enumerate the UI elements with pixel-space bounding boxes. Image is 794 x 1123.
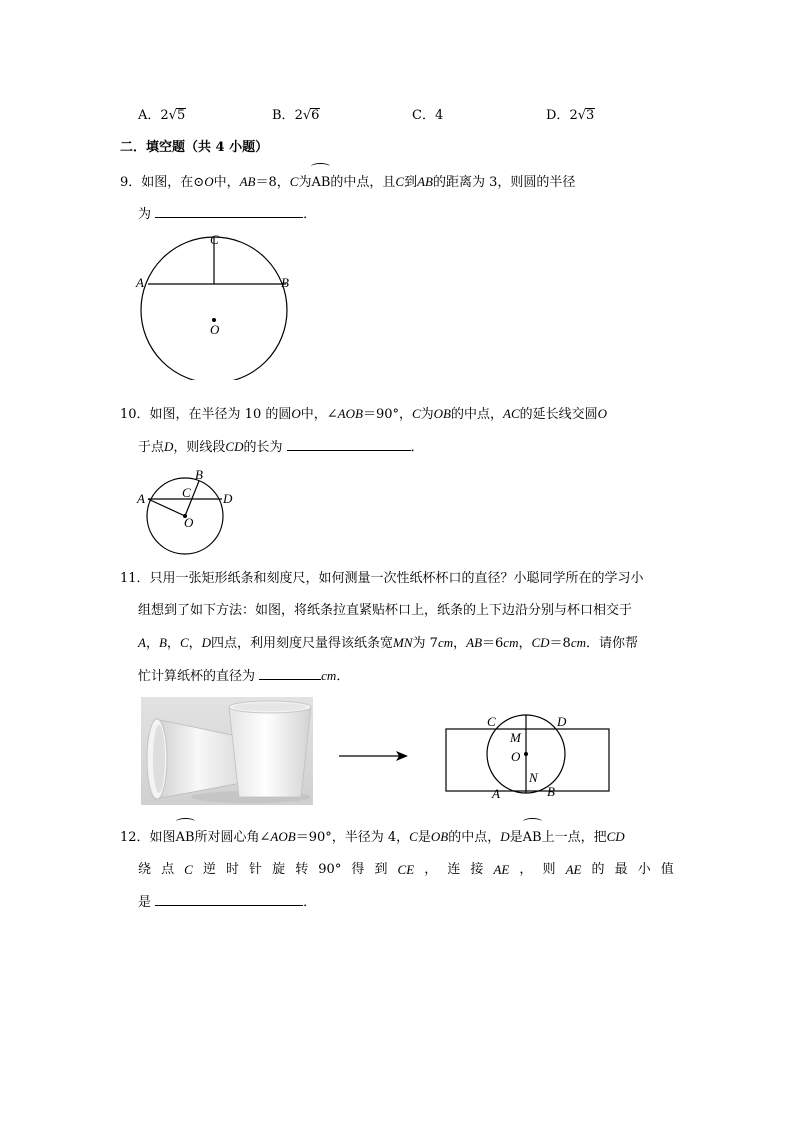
q12-line2-token: CE [397,862,415,877]
q12-line2-token: 接 [470,862,484,877]
q12-line2-token: 转 [295,862,309,877]
q8-option-a: A．2√5 [138,108,186,123]
figure-q9 [130,230,300,380]
label-c: C [210,232,219,247]
q12-line2-token: 值 [660,862,674,877]
q12-line2-token: 连 [447,862,461,877]
q12-line2-token: 最 [614,862,628,877]
figure-q11 [440,708,615,804]
label-d: D [223,491,233,506]
section-title: 二．填空题（共 4 小题） [120,140,269,155]
q8-option-b: B．2√6 [272,108,320,123]
q12-line2-token: 90° [318,862,342,877]
label-a: A [136,275,144,290]
answer-blank-q10[interactable] [287,440,411,451]
label-n: N [529,770,538,785]
q12-line2-token: 时 [225,862,239,877]
q12-line2-token: 到 [374,862,388,877]
q12-line2-token: C [184,862,193,877]
label-b: B [281,275,289,290]
q12-line2-token: AE [493,862,510,877]
question-11: 11．只用一张矩形纸条和刻度尺，如何测量一次性纸杯杯口的直径？小聪同学所在的学习小 组想到了如下方法：如图，将纸条拉直紧贴杯口上，纸条的上下边沿分别与杯口相交于 A，B，C，D四点，利用刻度尺量得该纸条宽MN为 7cm，AB＝6cm，CD＝8cm．请你帮 忙计算纸杯的直径为 cm． [120,571,644,684]
label-o: O [210,322,220,337]
q12-line2-token: 小 [637,862,651,877]
question-12-line2 [120,853,674,886]
figure-q10 [132,466,242,558]
label-m: M [510,730,521,745]
answer-blank-q11[interactable] [259,669,321,680]
q12-line2-token: AE [565,862,582,877]
label-b: B [547,784,555,799]
q8-option-d: D．2√3 [546,108,595,123]
question-12: 12．如图AB所对圆心角∠AOB＝90°，半径为 4，C是OB的中点，D是AB上一点，把CD 绕 点 C 逆 时 针 旋 转 90° 得 到 CE ， 连 接 AE ， 则 AE 的 最 小 值 是 ． [120,820,680,919]
q12-line2-token: 绕 [138,862,152,877]
label-o: O [511,749,521,764]
answer-blank-q12[interactable] [155,895,303,906]
label-a: A [492,786,500,801]
q12-line2-token: 旋 [272,862,286,877]
q12-line2-token: ， [519,862,533,877]
label-a: A [137,491,145,506]
answer-blank-q9[interactable] [155,207,303,218]
label-d: D [557,714,567,729]
q12-line2-token: 则 [542,862,556,877]
q12-line2-token: 逆 [202,862,216,877]
q12-line2-token: 得 [351,862,365,877]
label-o: O [184,515,194,530]
q8-option-c: C．4 [412,108,444,123]
arrow-right-icon [338,749,410,763]
question-10: 10．如图，在半径为 10 的圆O中，∠AOB＝90°，C为OB的中点，AC的延长线交圆O 于点D，则线段CD的长为 ． [120,406,608,455]
label-c: C [182,485,191,500]
q12-line2-token: ， [424,862,438,877]
q12-line2-token: 针 [249,862,263,877]
label-c: C [487,714,496,729]
question-9: 9．如图，在⊙O中，AB＝8，C为AB的中点，且C到AB的距离为 3，则圆的半径 为 ． [120,165,680,231]
cup-photo [141,697,313,805]
label-b: B [195,467,203,482]
q12-line2-token: 点 [161,862,175,877]
q12-line2-token: 的 [591,862,605,877]
